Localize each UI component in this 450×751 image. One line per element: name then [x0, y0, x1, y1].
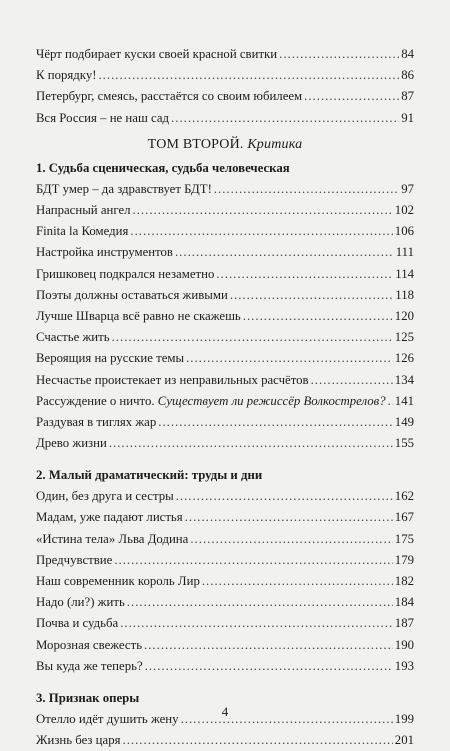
toc-entry-page: 126	[394, 351, 414, 366]
toc-entry-title: Гришковец подкрался незаметно	[36, 266, 215, 281]
toc-entry-title: Поэты должны оставаться живыми	[36, 287, 228, 302]
leader-dots	[214, 179, 399, 200]
toc-entry-title: Вы куда же теперь?	[36, 658, 143, 673]
leader-dots	[279, 44, 399, 65]
leader-dots	[175, 242, 394, 263]
toc-entry	[36, 44, 414, 65]
toc-entry	[36, 571, 414, 592]
toc-entry	[36, 529, 414, 550]
leader-dots	[230, 285, 393, 306]
leader-dots	[144, 635, 393, 656]
toc-entry-page: 87	[401, 89, 414, 104]
leader-dots	[109, 433, 393, 454]
toc-entry-page: 190	[394, 637, 414, 652]
leader-dots	[388, 393, 393, 409]
toc-entry-title: Почва и судьба	[36, 616, 119, 631]
volume-label: ТОМ ВТОРОЙ.	[147, 136, 244, 152]
toc-entry-page: 86	[401, 68, 414, 83]
toc-entry-title: Надо (ли?) жить	[36, 595, 125, 610]
toc-entry-title-italic: Существует ли режиссёр Волкострелов?	[157, 393, 386, 408]
leader-dots	[130, 221, 392, 242]
leader-dots	[112, 327, 393, 348]
toc-entry-page: 141	[394, 393, 414, 408]
toc-entry-title: Петербург, смеясь, расстаётся со своим юбилеем	[36, 89, 303, 104]
toc-entry-title: Вероящия на русские темы	[36, 351, 185, 366]
toc-entry-title: Древо жизни	[36, 436, 107, 451]
toc-entry	[36, 730, 414, 751]
toc-entry	[36, 242, 414, 263]
toc-entry-page: 167	[394, 510, 414, 525]
toc-entry-title: БДТ умер – да здравствует БДТ!	[36, 181, 212, 196]
toc-entry-page: 134	[394, 372, 414, 387]
toc-entry-title: Напрасный ангел	[36, 203, 131, 218]
leader-dots	[176, 486, 393, 507]
section-gap	[36, 454, 414, 464]
toc-entry	[36, 613, 414, 634]
toc-entry-title: Мадам, уже падают листья	[36, 510, 183, 525]
toc-entry	[36, 635, 414, 656]
toc-entry	[36, 306, 414, 327]
leader-dots	[127, 592, 393, 613]
toc-entry-title	[36, 393, 386, 409]
leader-dots	[145, 656, 393, 677]
toc-entry-title: Чёрт подбирает куски своей красной свитки	[36, 47, 278, 61]
toc-entry-title: «Истина тела» Льва Додина	[36, 531, 189, 546]
toc-entry-page: 111	[395, 245, 414, 260]
leader-dots	[120, 613, 393, 634]
toc-entry	[36, 412, 414, 433]
toc-entry-page: 175	[394, 531, 414, 546]
leader-dots	[98, 65, 399, 86]
leader-dots	[185, 507, 393, 528]
toc-entry-title: Настройка инструментов	[36, 245, 173, 260]
toc-entry	[36, 507, 414, 528]
toc-entry-page: 149	[394, 414, 414, 429]
intro-entries	[36, 44, 414, 129]
toc-entry-page: 162	[394, 489, 414, 504]
toc-entry-page: 84	[401, 47, 414, 61]
toc-entry-page: 155	[394, 436, 414, 451]
toc-entry-title: Морозная свежесть	[36, 637, 143, 652]
toc-entry-title: Finita la Комедия	[36, 224, 129, 239]
toc-entry-page: 201	[394, 733, 414, 748]
toc-entry	[36, 391, 414, 412]
section-heading-2: 2. Малый драматический: труды и дни	[36, 468, 263, 483]
toc-entry-page: 97	[401, 181, 414, 196]
toc-entry-title-main: Рассуждение о ничто.	[36, 393, 155, 408]
toc-entry-title: Предчувствие	[36, 552, 113, 567]
section-heading-3: 3. Признак оперы	[36, 691, 140, 706]
toc-entry-page: 125	[394, 330, 414, 345]
leader-dots	[171, 108, 399, 129]
section1-entries	[36, 179, 414, 391]
toc-entry	[36, 179, 414, 200]
section2-entries	[36, 486, 414, 677]
toc-entry	[36, 592, 414, 613]
toc-entry	[36, 433, 414, 454]
toc-entry	[36, 348, 414, 369]
leader-dots	[311, 370, 393, 391]
toc-entry-title: Счастье жить	[36, 330, 110, 345]
toc-entry-page: 193	[394, 658, 414, 673]
toc-entry-page: 106	[394, 224, 414, 239]
leader-dots	[304, 86, 399, 107]
toc-entry	[36, 285, 414, 306]
toc-entry-page: 118	[395, 287, 414, 302]
toc-entry	[36, 86, 414, 107]
leader-dots	[216, 264, 393, 285]
toc-entry	[36, 656, 414, 677]
leader-dots	[243, 306, 393, 327]
toc-entry	[36, 221, 414, 242]
section-gap	[36, 677, 414, 687]
toc-entry-title: Наш современник король Лир	[36, 574, 200, 589]
toc-entry-title: Лучше Шварца всё равно не скажешь	[36, 309, 241, 324]
toc-entry-title: Несчастье проистекает из неправильных расчётов	[36, 372, 309, 387]
section1-tail-entries	[36, 412, 414, 454]
leader-dots	[190, 529, 392, 550]
toc-entry-title: К порядку!	[36, 68, 97, 83]
leader-dots	[133, 200, 393, 221]
toc-entry	[36, 486, 414, 507]
toc-entry-title: Один, без друга и сестры	[36, 489, 174, 504]
toc-entry	[36, 550, 414, 571]
page-number: 4	[221, 704, 229, 719]
toc-entry-page: 187	[394, 616, 414, 631]
leader-dots	[186, 348, 393, 369]
leader-dots	[114, 550, 392, 571]
toc-entry-page: 114	[395, 266, 414, 281]
toc-entry-page: 102	[394, 203, 414, 218]
volume-subtitle: Критика	[247, 136, 303, 152]
leader-dots	[202, 571, 393, 592]
toc-entry-page: 120	[394, 309, 414, 324]
leader-dots	[158, 412, 393, 433]
toc-entry-page: 199	[394, 712, 414, 727]
toc-entry	[36, 370, 414, 391]
toc-entry	[36, 108, 414, 129]
toc-entry-page: 184	[394, 595, 414, 610]
toc-entry-page: 179	[394, 552, 414, 567]
toc-entry-title: Отелло идёт душить жену	[36, 712, 179, 727]
toc-entry	[36, 200, 414, 221]
toc-entry-page: 182	[394, 574, 414, 589]
leader-dots	[123, 730, 393, 751]
toc-entry-page: 91	[401, 110, 414, 125]
toc-entry-title: Раздувая в тиглях жар	[36, 414, 157, 429]
table-of-contents	[36, 44, 414, 751]
volume-heading	[36, 135, 414, 155]
toc-entry-title: Жизнь без царя	[36, 733, 121, 748]
toc-entry	[36, 65, 414, 86]
section-heading-1: 1. Судьба сценическая, судьба человеческая	[36, 160, 290, 175]
toc-entry	[36, 264, 414, 285]
toc-entry-title: Вся Россия – не наш сад	[36, 110, 170, 125]
toc-entry	[36, 327, 414, 348]
